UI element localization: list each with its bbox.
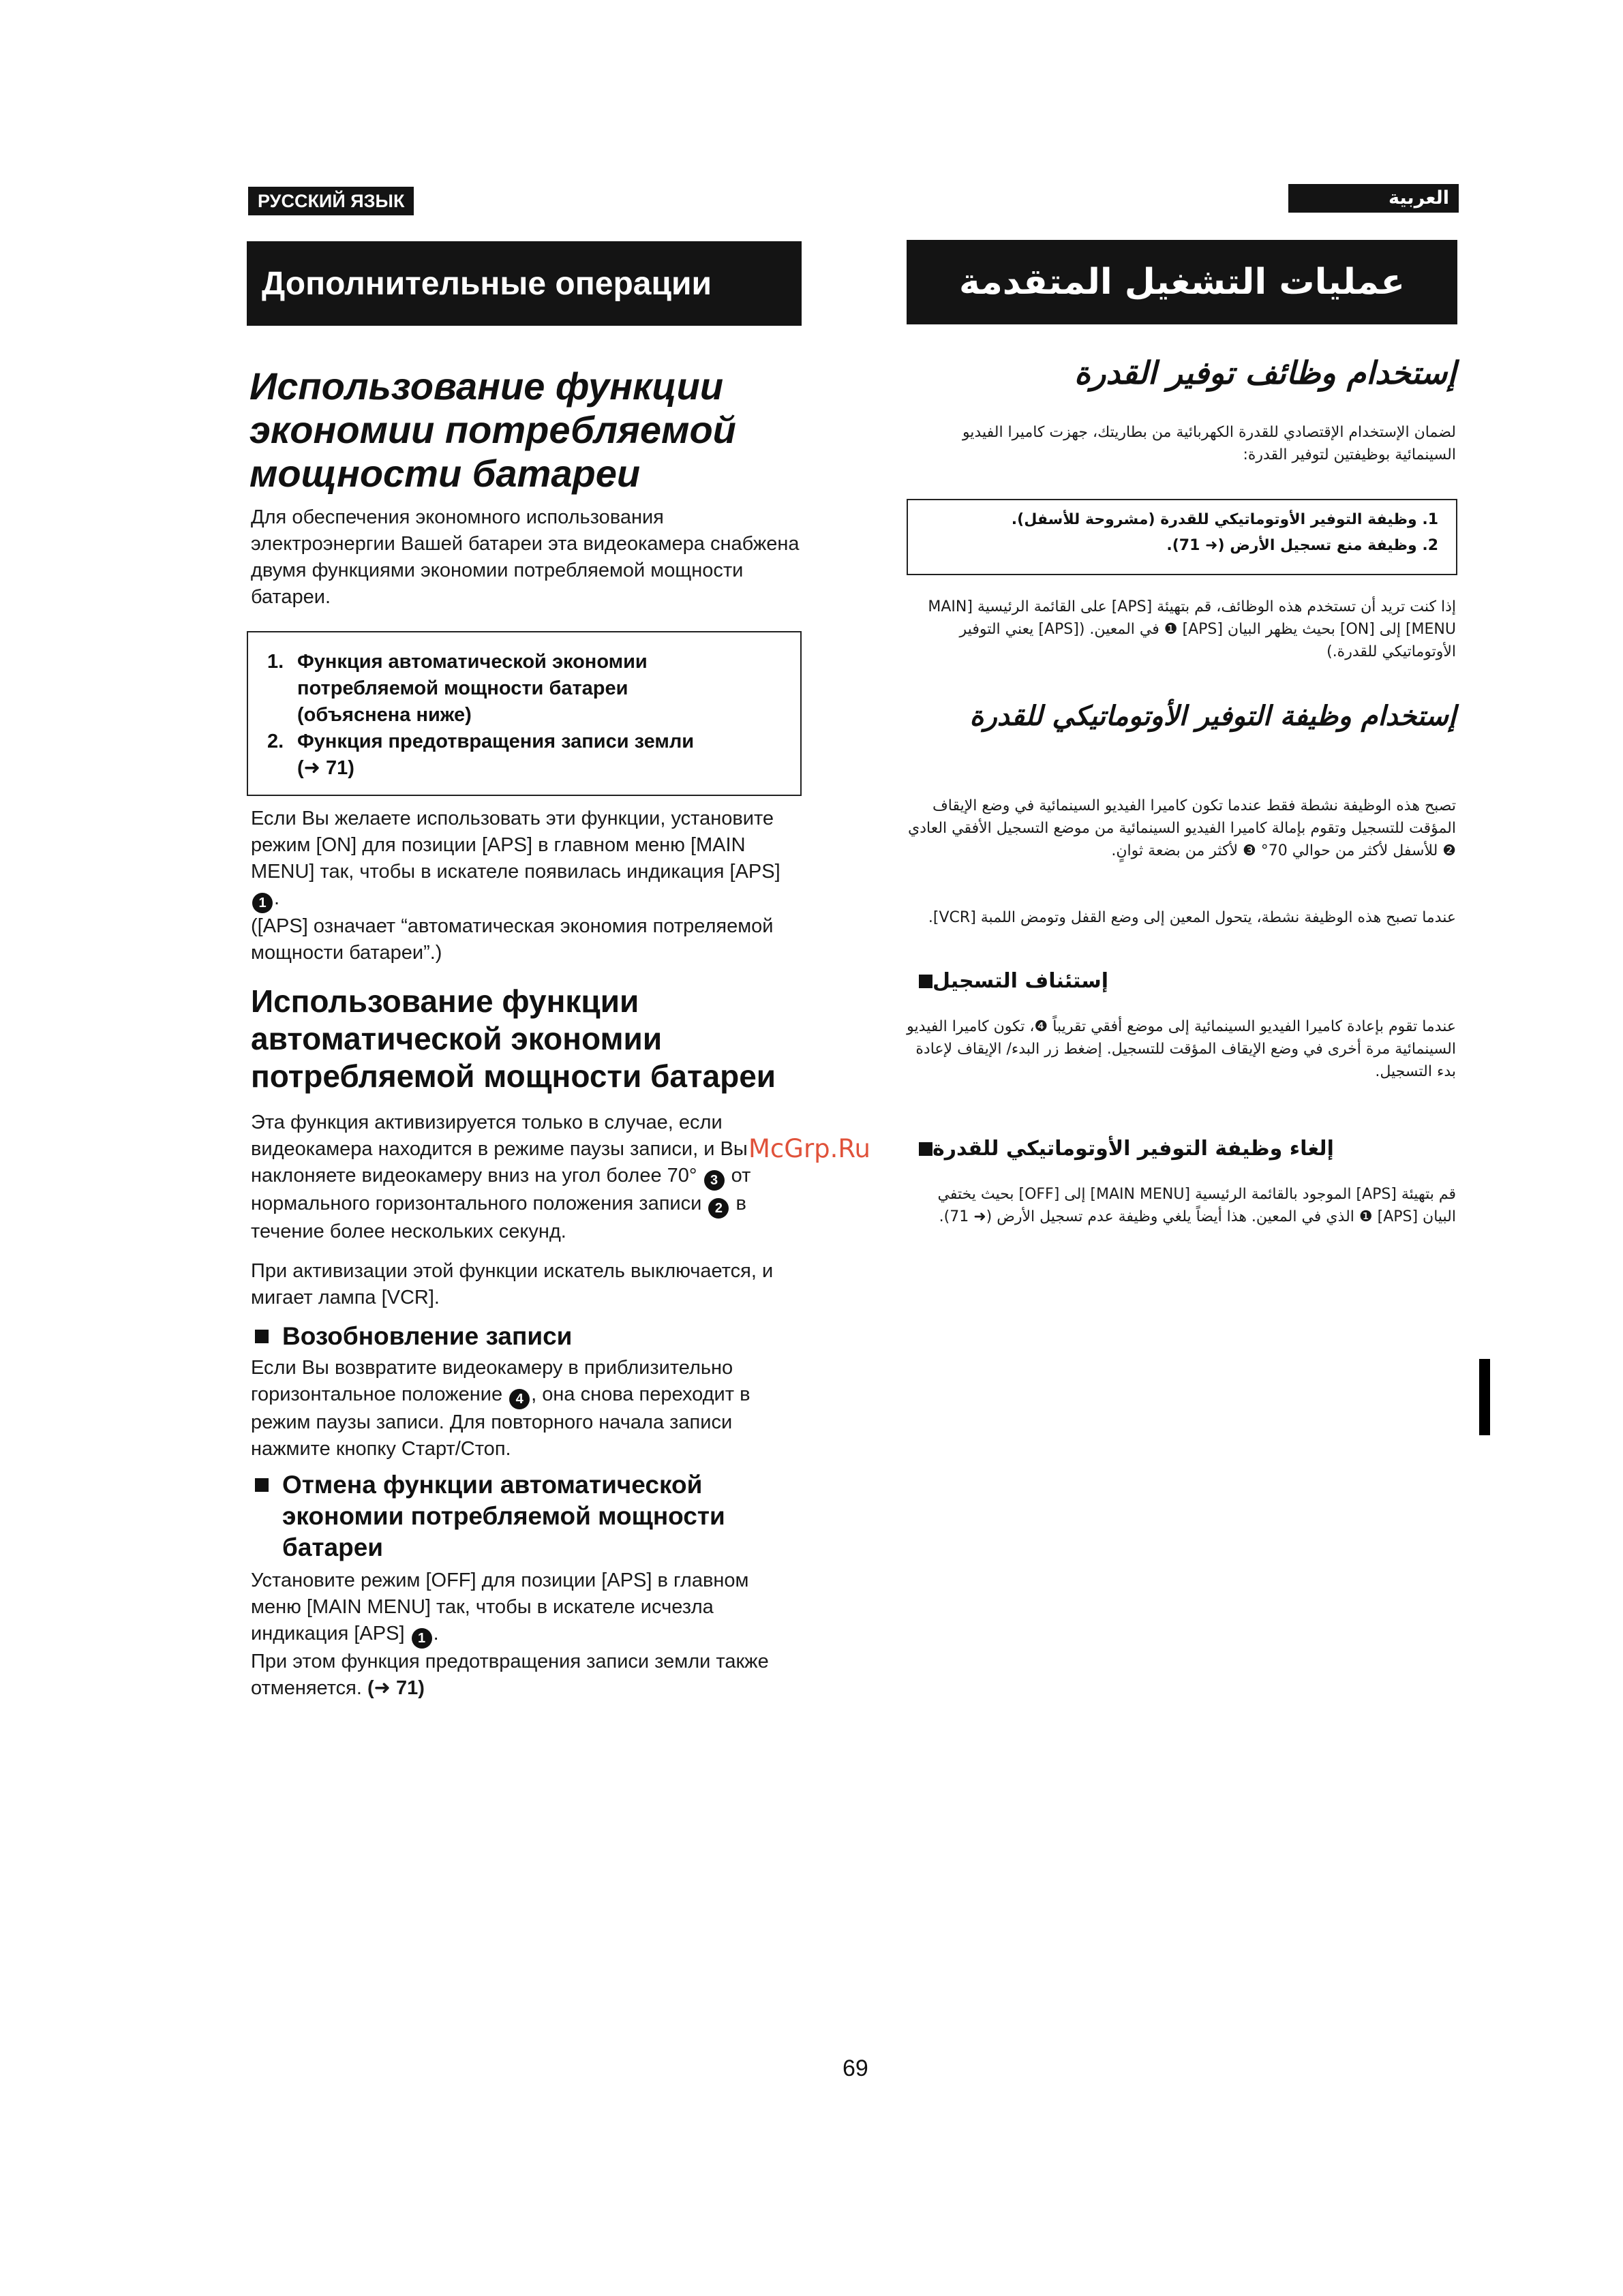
setup-text: Если Вы желаете использовать эти функции, установите режим [ON] для позиции [APS] в главном меню [MAIN MENU] так, чтобы в искателе появилась индикация [APS] — [251, 808, 780, 883]
resume-text-b: , она снова переходит в режим паузы записи. Для повторного начала записи нажмите кнопку Старт/Стоп. — [251, 1383, 750, 1460]
functions-list — [267, 649, 787, 782]
bullet-square-icon — [255, 1478, 269, 1492]
box-line-2: 2. وظيفة منع تسجيل الأرض (➜ 71). — [1166, 537, 1438, 554]
cancel-text-c: При этом функция предотвращения записи земли также отменяется. — [251, 1651, 769, 1699]
list-item — [267, 729, 787, 782]
subheading-cancel-arabic-text: إلغاء وظيفة التوفير الأوتوماتيكي للقدرة — [932, 1137, 1334, 1161]
side-marker-bar — [1479, 1359, 1490, 1435]
subheading-cancel-arabic — [907, 1137, 1456, 1161]
intro-paragraph: Для обеспечения экономного использования электроэнергии Вашей батареи эта видеокамера снабжена двумя функциями экономии потребляемой мощности батареи. — [251, 506, 800, 608]
cancel-paragraph-arabic: قم بتهيئة [APS] الموجود بالقائمة الرئيسية [MAIN MENU] إلى [OFF] بحيث يختفي البيان [APS] ❶ الذي في المعين. هذا أيضاً يلغي وظيفة عدم تسجيل الأرض (➜ 71). — [937, 1186, 1456, 1225]
language-label-arabic: العربية — [1288, 184, 1459, 213]
heading-power-saving-arabic: إستخدام وظائف توفير القدرة — [1074, 354, 1456, 391]
activation-text-a: Эта функция активизируется только в случае, если видеокамера находится в режиме паузы записи, и Вы наклоняете видеокамеру вниз на угол более 70° — [251, 1112, 748, 1187]
subheading-resume — [251, 1321, 796, 1352]
activation-paragraph — [251, 1109, 796, 1245]
list-item-number: 1. — [267, 651, 284, 673]
heading-power-saving: Использование функции экономии потребляемой мощности батареи — [249, 365, 736, 495]
watermark-text: McGrp.Ru — [748, 1134, 870, 1163]
activation-text-c: в течение более нескольких секунд. — [251, 1193, 746, 1242]
list-item — [267, 649, 787, 729]
indicator-1-icon: 1 — [412, 1628, 432, 1649]
activation-paragraph-arabic: تصبح هذه الوظيفة نشطة فقط عندما تكون كاميرا الفيديو السينمائية في وضع الإيقاف المؤقت للتسجيل وتقوم بإمالة كاميرا الفيديو السينمائية من موضع التسجيل الأفقي العادي ❷ للأسفل لأكثر من حوالي 70° ❸ لأكثر من بضعة ثوانٍ. — [908, 797, 1456, 859]
aps-note: ([APS] означает “автоматическая экономия потреляемой мощности батареи”.) — [251, 915, 774, 964]
list-item-text: Функция автоматической экономии потребляемой мощности батареи (объяснена ниже) — [297, 651, 648, 726]
cancel-page-ref: (➜ 71) — [367, 1677, 425, 1699]
intro-paragraph-arabic: لضمان الإستخدام الإقتصادي للقدرة الكهربائية من بطاريتك، جهزت كاميرا الفيديو السينمائية بوظيفتين لتوفير القدرة: — [962, 424, 1456, 463]
cancel-paragraph — [251, 1567, 800, 1702]
cancel-text-b: . — [433, 1623, 439, 1644]
heading-auto-power-saving-arabic: إستخدام وظيفة التوفير الأوتوماتيكي للقدرة — [969, 701, 1456, 732]
indicator-4-icon: 4 — [509, 1389, 530, 1409]
functions-box-arabic — [907, 499, 1457, 575]
vcr-paragraph-arabic: عندما تصبح هذه الوظيفة نشطة، يتحول المعين إلى وضع القفل وتومض اللمبة [VCR]. — [928, 909, 1456, 926]
box-line-1: 1. وظيفة التوفير الأوتوماتيكي للقدرة (مشروحة للأسفل). — [1011, 511, 1438, 528]
resume-text-a: Если Вы возвратите видеокамеру в приблизительно горизонтальное положение — [251, 1357, 733, 1405]
indicator-1-icon: 1 — [252, 893, 273, 913]
setup-paragraph — [251, 806, 800, 913]
section-banner-arabic — [907, 240, 1457, 324]
bullet-square-icon — [919, 975, 932, 988]
setup-text-end: . — [274, 887, 280, 909]
list-item-text: Функция предотвращения записи земли (➜ 71) — [297, 731, 695, 779]
subheading-resume-text: Возобновление записи — [282, 1322, 573, 1350]
subheading-resume-arabic — [907, 969, 1456, 993]
language-label-russian: РУССКИЙ ЯЗЫК — [248, 187, 414, 215]
bullet-square-icon — [919, 1142, 932, 1156]
banner-title-arabic: عمليات التشغيل المتقدمة — [959, 262, 1405, 303]
resume-paragraph — [251, 1355, 800, 1463]
functions-box — [247, 631, 802, 796]
cancel-text-a: Установите режим [OFF] для позиции [APS] в главном меню [MAIN MENU] так, чтобы в искателе исчезла индикация [APS] — [251, 1570, 749, 1644]
heading-auto-power-saving: Использование функции автоматической экономии потребляемой мощности батареи — [251, 983, 776, 1094]
list-item-number: 2. — [267, 731, 284, 752]
banner-title: Дополнительные операции — [262, 265, 712, 302]
resume-paragraph-arabic: عندما تقوم بإعادة كاميرا الفيديو السينمائية إلى موضع أفقي تقريباً ❹، تكون كاميرا الفيديو السينمائية مرة أخرى في وضع الإيقاف المؤقت للتسجيل. إضغط زر البدء/ الإيقاف لإعادة بدء التسجيل. — [907, 1018, 1456, 1080]
section-banner-russian — [247, 241, 802, 326]
setup-paragraph-arabic: إذا كنت تريد أن تستخدم هذه الوظائف، قم بتهيئة [APS] على القائمة الرئيسية [MAIN MENU] إلى [ON] بحيث يظهر البيان [APS] ❶ في المعين. ([APS] يعني التوفير الأوتوماتيكي للقدرة.) — [928, 598, 1456, 660]
subheading-resume-arabic-text: إستئناف التسجيل — [932, 969, 1109, 993]
page-number: 69 — [843, 2055, 868, 2081]
indicator-3-icon: 3 — [704, 1170, 725, 1191]
activation-text-b: от нормального горизонтального положения записи — [251, 1165, 751, 1214]
subheading-cancel — [251, 1469, 789, 1563]
viewfinder-paragraph: При активизации этой функции искатель выключается, и мигает лампа [VCR]. — [251, 1260, 774, 1308]
bullet-square-icon — [255, 1330, 269, 1343]
indicator-2-icon: 2 — [708, 1198, 729, 1219]
subheading-cancel-text: Отмена функции автоматической экономии потребляемой мощности батареи — [282, 1471, 725, 1561]
